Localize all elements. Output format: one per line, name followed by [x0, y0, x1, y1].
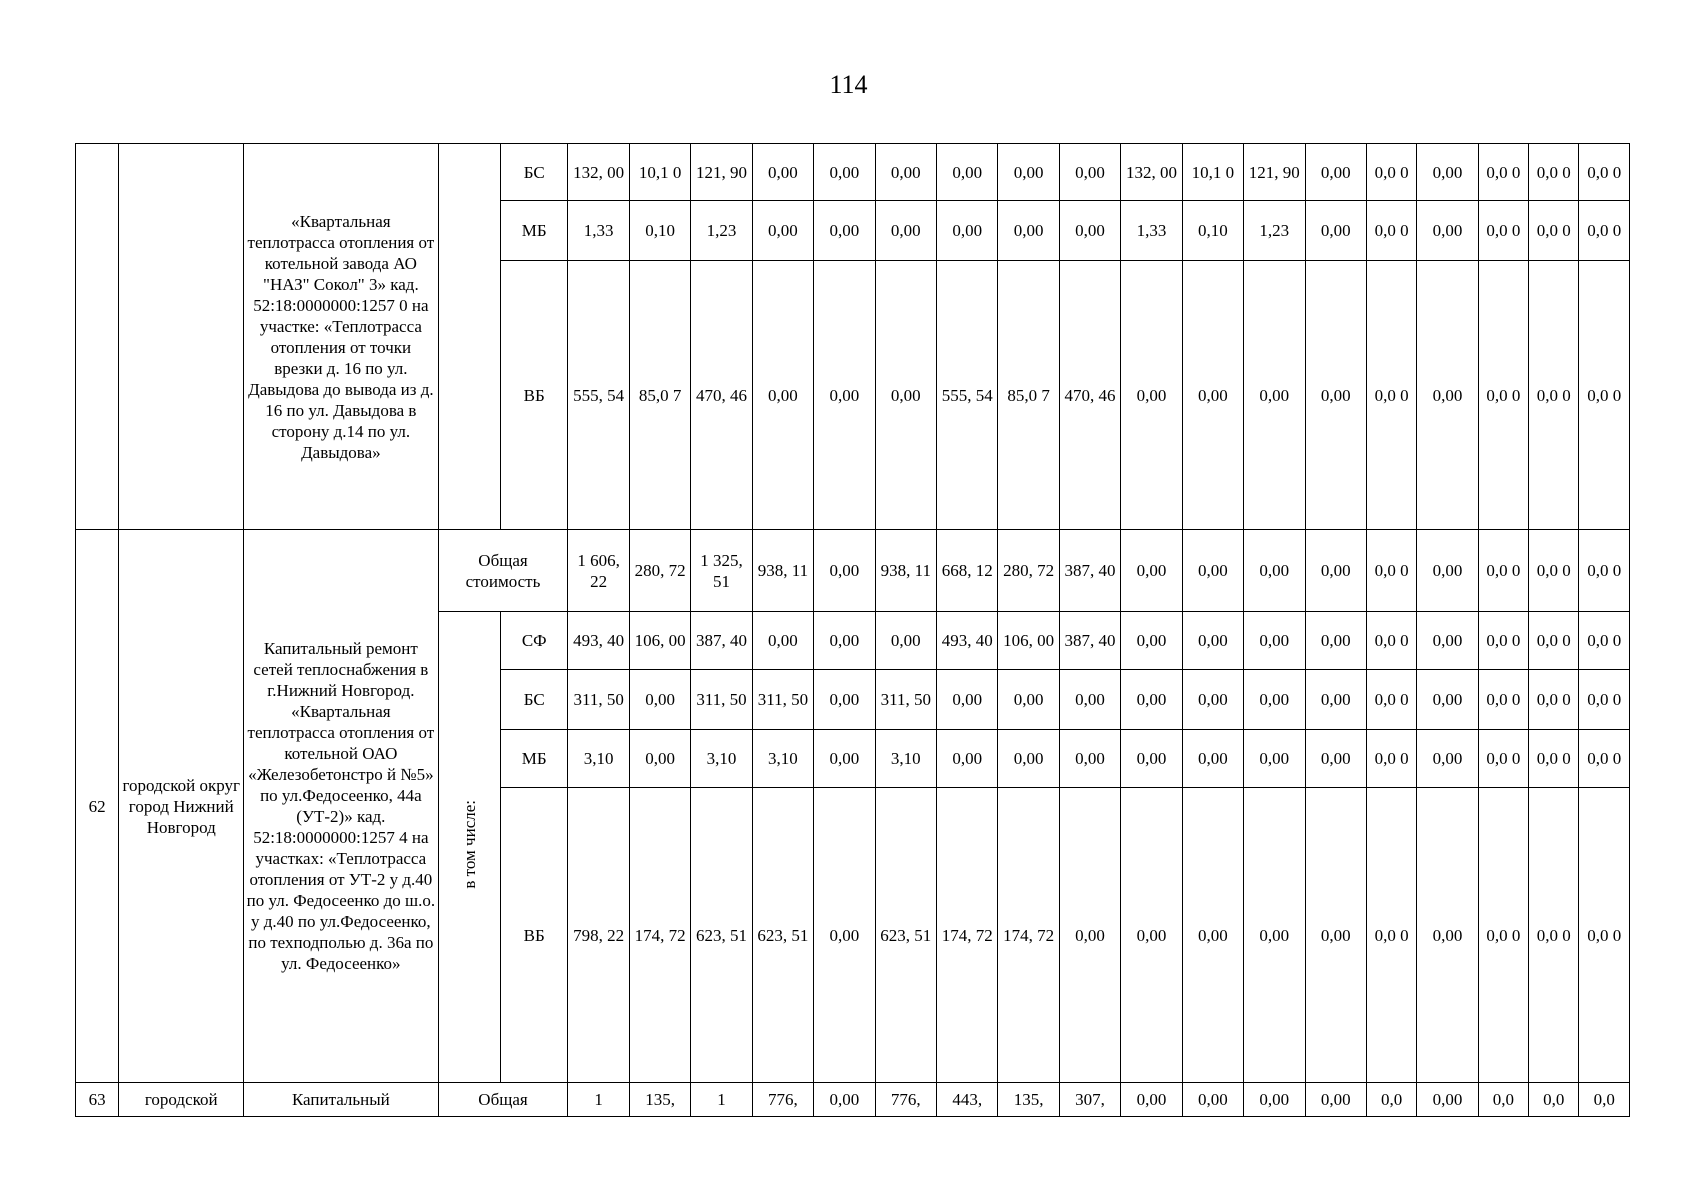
value-cell: 0,0 0 — [1579, 670, 1630, 730]
value-cell: 0,00 — [1244, 730, 1305, 788]
value-cell: 1 325, 51 — [691, 530, 752, 612]
value-cell: 0,00 — [1417, 144, 1478, 201]
value-cell: 0,00 — [1305, 1083, 1366, 1117]
value-cell: 0,0 0 — [1529, 261, 1579, 530]
funding-source-cell: БС — [500, 144, 567, 201]
value-cell: 0,00 — [1182, 788, 1243, 1083]
value-cell: 0,00 — [1305, 261, 1366, 530]
value-cell: 938, 11 — [875, 530, 936, 612]
value-cell: 0,0 0 — [1366, 612, 1416, 670]
table-row — [76, 144, 1630, 201]
row-number-cell: 62 — [76, 530, 119, 1083]
value-cell: 0,00 — [814, 261, 875, 530]
value-cell: 0,00 — [1059, 670, 1120, 730]
municipality-cell: городской округ город Нижний Новгород — [119, 530, 244, 1083]
value-cell: 0,0 0 — [1366, 261, 1416, 530]
value-cell: 1,23 — [1244, 201, 1305, 261]
value-cell: 174, 72 — [936, 788, 997, 1083]
value-cell: 0,00 — [814, 144, 875, 201]
value-cell: 0,00 — [1417, 788, 1478, 1083]
including-label: в том числе: — [459, 800, 479, 889]
value-cell: 470, 46 — [691, 261, 752, 530]
value-cell: 0,0 0 — [1366, 144, 1416, 201]
value-cell: 0,0 0 — [1478, 730, 1528, 788]
value-cell: 555, 54 — [568, 261, 629, 530]
value-cell: 0,00 — [1182, 670, 1243, 730]
value-cell: 0,00 — [814, 670, 875, 730]
value-cell: 0,00 — [936, 670, 997, 730]
value-cell: 0,0 0 — [1478, 612, 1528, 670]
value-cell: 0,0 0 — [1478, 261, 1528, 530]
value-cell: 0,00 — [1305, 788, 1366, 1083]
value-cell: 493, 40 — [568, 612, 629, 670]
value-cell: 0,00 — [1305, 144, 1366, 201]
value-cell: 0,0 0 — [1529, 730, 1579, 788]
value-cell: 1,33 — [568, 201, 629, 261]
value-cell: 0,0 0 — [1478, 201, 1528, 261]
value-cell: 0,00 — [875, 144, 936, 201]
value-cell: 174, 72 — [998, 788, 1059, 1083]
value-cell: 0,00 — [998, 144, 1059, 201]
value-cell: 0,00 — [1121, 1083, 1182, 1117]
value-cell: 387, 40 — [1059, 612, 1120, 670]
value-cell: 0,00 — [629, 730, 690, 788]
value-cell: 0,00 — [752, 144, 813, 201]
value-cell: 0,00 — [1417, 201, 1478, 261]
value-cell: 0,00 — [1417, 670, 1478, 730]
value-cell: 280, 72 — [629, 530, 690, 612]
value-cell: 0,00 — [1121, 730, 1182, 788]
value-cell: 0,00 — [936, 201, 997, 261]
value-cell: 623, 51 — [691, 788, 752, 1083]
value-cell: 0,00 — [752, 201, 813, 261]
value-cell: 0,10 — [1182, 201, 1243, 261]
value-cell: 0,00 — [1182, 261, 1243, 530]
value-cell: 0,0 — [1529, 1083, 1579, 1117]
total-cost-label-cell: Общая — [438, 1083, 568, 1117]
value-cell: 0,00 — [1244, 530, 1305, 612]
value-cell: 0,00 — [998, 201, 1059, 261]
value-cell: 0,00 — [1417, 612, 1478, 670]
value-cell: 0,0 0 — [1366, 670, 1416, 730]
value-cell: 1,23 — [691, 201, 752, 261]
value-cell: 0,00 — [752, 612, 813, 670]
value-cell: 85,0 7 — [629, 261, 690, 530]
value-cell: 387, 40 — [691, 612, 752, 670]
value-cell: 798, 22 — [568, 788, 629, 1083]
value-cell: 0,00 — [1244, 612, 1305, 670]
value-cell: 1 — [568, 1083, 629, 1117]
value-cell: 3,10 — [875, 730, 936, 788]
value-cell: 0,0 0 — [1579, 201, 1630, 261]
total-cost-label-cell: Общая стоимость — [438, 530, 568, 612]
value-cell: 0,00 — [875, 612, 936, 670]
value-cell: 0,00 — [814, 730, 875, 788]
value-cell: 10,1 0 — [1182, 144, 1243, 201]
value-cell: 938, 11 — [752, 530, 813, 612]
value-cell: 1 606, 22 — [568, 530, 629, 612]
value-cell: 776, — [875, 1083, 936, 1117]
value-cell: 0,00 — [1059, 788, 1120, 1083]
value-cell: 0,00 — [814, 788, 875, 1083]
value-cell: 0,0 0 — [1579, 144, 1630, 201]
value-cell: 0,00 — [1121, 788, 1182, 1083]
value-cell: 0,0 0 — [1366, 201, 1416, 261]
value-cell: 0,00 — [1182, 1083, 1243, 1117]
value-cell: 0,0 — [1579, 1083, 1630, 1117]
funding-source-cell: БС — [500, 670, 567, 730]
value-cell: 0,00 — [1244, 788, 1305, 1083]
row-number-cell — [76, 144, 119, 530]
value-cell: 0,00 — [998, 730, 1059, 788]
including-label-cell — [438, 612, 500, 1083]
value-cell: 3,10 — [568, 730, 629, 788]
value-cell: 0,00 — [998, 670, 1059, 730]
value-cell: 0,0 0 — [1478, 670, 1528, 730]
value-cell: 0,00 — [752, 261, 813, 530]
value-cell: 0,00 — [1059, 730, 1120, 788]
value-cell: 0,0 0 — [1579, 612, 1630, 670]
value-cell: 0,0 0 — [1478, 788, 1528, 1083]
object-description-cell: «Квартальная теплотрасса отопления от котельной завода АО "НАЗ" Сокол" 3» кад. 52:18:0000000:1257 0 на участке: «Теплотрасса отопления от точки врезки д. 16 по ул. Давыдова до вывода из д. 16 по ул. Давыдова в сторону д.14 по ул. Давыдова» — [244, 144, 438, 530]
value-cell: 0,0 0 — [1529, 144, 1579, 201]
municipality-cell: городской — [119, 1083, 244, 1117]
value-cell: 0,0 0 — [1579, 530, 1630, 612]
value-cell: 3,10 — [752, 730, 813, 788]
funding-source-cell: СФ — [500, 612, 567, 670]
value-cell: 0,00 — [1305, 201, 1366, 261]
value-cell: 307, — [1059, 1083, 1120, 1117]
value-cell: 3,10 — [691, 730, 752, 788]
value-cell: 0,00 — [1417, 1083, 1478, 1117]
value-cell: 135, — [998, 1083, 1059, 1117]
value-cell: 0,0 0 — [1529, 201, 1579, 261]
value-cell: 132, 00 — [568, 144, 629, 201]
value-cell: 0,00 — [814, 612, 875, 670]
value-cell: 0,00 — [1121, 261, 1182, 530]
object-description-cell: Капитальный ремонт сетей теплоснабжения в г.Нижний Новгород. «Квартальная теплотрасса отопления от котельной ОАО «Железобетонстро й №5» по ул.Федосеенко, 44а (УТ-2)» кад. 52:18:0000000:1257 4 на участках: «Теплотрасса отопления от УТ-2 у д.40 по ул. Федосеенко до ш.о. у д.40 по ул.Федосеенко, по техподполью д. 36а по ул. Федосеенко» — [244, 530, 438, 1083]
value-cell: 311, 50 — [752, 670, 813, 730]
value-cell: 623, 51 — [875, 788, 936, 1083]
value-cell: 0,00 — [814, 530, 875, 612]
value-cell: 0,00 — [1121, 530, 1182, 612]
value-cell: 106, 00 — [998, 612, 1059, 670]
value-cell: 0,00 — [936, 730, 997, 788]
value-cell: 0,0 0 — [1366, 730, 1416, 788]
value-cell: 106, 00 — [629, 612, 690, 670]
value-cell: 0,00 — [1182, 530, 1243, 612]
value-cell: 0,00 — [1059, 201, 1120, 261]
value-cell: 0,00 — [814, 201, 875, 261]
value-cell: 0,00 — [1182, 730, 1243, 788]
value-cell: 0,0 0 — [1366, 788, 1416, 1083]
value-cell: 387, 40 — [1059, 530, 1120, 612]
blank-cell — [438, 144, 500, 530]
value-cell: 443, — [936, 1083, 997, 1117]
value-cell: 0,0 0 — [1529, 788, 1579, 1083]
value-cell: 311, 50 — [691, 670, 752, 730]
value-cell: 776, — [752, 1083, 813, 1117]
value-cell: 0,00 — [1182, 612, 1243, 670]
value-cell: 1,33 — [1121, 201, 1182, 261]
value-cell: 135, — [629, 1083, 690, 1117]
value-cell: 0,00 — [1305, 670, 1366, 730]
value-cell: 1 — [691, 1083, 752, 1117]
value-cell: 0,0 — [1478, 1083, 1528, 1117]
value-cell: 0,00 — [1417, 261, 1478, 530]
value-cell: 470, 46 — [1059, 261, 1120, 530]
table-row — [76, 1083, 1630, 1117]
value-cell: 0,00 — [1305, 612, 1366, 670]
value-cell: 0,0 — [1366, 1083, 1416, 1117]
value-cell: 0,0 0 — [1579, 261, 1630, 530]
value-cell: 0,0 0 — [1529, 612, 1579, 670]
municipality-cell — [119, 144, 244, 530]
value-cell: 0,00 — [1305, 730, 1366, 788]
value-cell: 0,00 — [1417, 730, 1478, 788]
value-cell: 121, 90 — [1244, 144, 1305, 201]
value-cell: 85,0 7 — [998, 261, 1059, 530]
value-cell: 0,00 — [875, 201, 936, 261]
value-cell: 0,00 — [875, 261, 936, 530]
value-cell: 121, 90 — [691, 144, 752, 201]
value-cell: 0,00 — [1121, 670, 1182, 730]
value-cell: 0,0 0 — [1478, 530, 1528, 612]
value-cell: 0,00 — [1121, 612, 1182, 670]
value-cell: 0,10 — [629, 201, 690, 261]
value-cell: 132, 00 — [1121, 144, 1182, 201]
value-cell: 280, 72 — [998, 530, 1059, 612]
row-number-cell: 63 — [76, 1083, 119, 1117]
value-cell: 0,00 — [1244, 1083, 1305, 1117]
budget-table — [75, 143, 1630, 1117]
value-cell: 0,0 0 — [1529, 530, 1579, 612]
funding-source-cell: ВБ — [500, 788, 567, 1083]
value-cell: 623, 51 — [752, 788, 813, 1083]
value-cell: 0,00 — [629, 670, 690, 730]
funding-source-cell: ВБ — [500, 261, 567, 530]
funding-source-cell: МБ — [500, 730, 567, 788]
value-cell: 0,0 0 — [1529, 670, 1579, 730]
table-row — [76, 530, 1630, 612]
funding-source-cell: МБ — [500, 201, 567, 261]
value-cell: 10,1 0 — [629, 144, 690, 201]
value-cell: 0,00 — [1417, 530, 1478, 612]
value-cell: 0,00 — [1059, 144, 1120, 201]
value-cell: 311, 50 — [875, 670, 936, 730]
value-cell: 0,00 — [814, 1083, 875, 1117]
value-cell: 0,0 0 — [1478, 144, 1528, 201]
value-cell: 174, 72 — [629, 788, 690, 1083]
object-description-cell: Капитальный — [244, 1083, 438, 1117]
value-cell: 555, 54 — [936, 261, 997, 530]
value-cell: 0,00 — [1244, 670, 1305, 730]
value-cell: 0,00 — [1305, 530, 1366, 612]
value-cell: 311, 50 — [568, 670, 629, 730]
value-cell: 668, 12 — [936, 530, 997, 612]
page-number: 114 — [829, 70, 868, 99]
value-cell: 0,0 0 — [1579, 788, 1630, 1083]
value-cell: 0,0 0 — [1366, 530, 1416, 612]
value-cell: 0,00 — [1244, 261, 1305, 530]
value-cell: 0,0 0 — [1579, 730, 1630, 788]
value-cell: 493, 40 — [936, 612, 997, 670]
value-cell: 0,00 — [936, 144, 997, 201]
